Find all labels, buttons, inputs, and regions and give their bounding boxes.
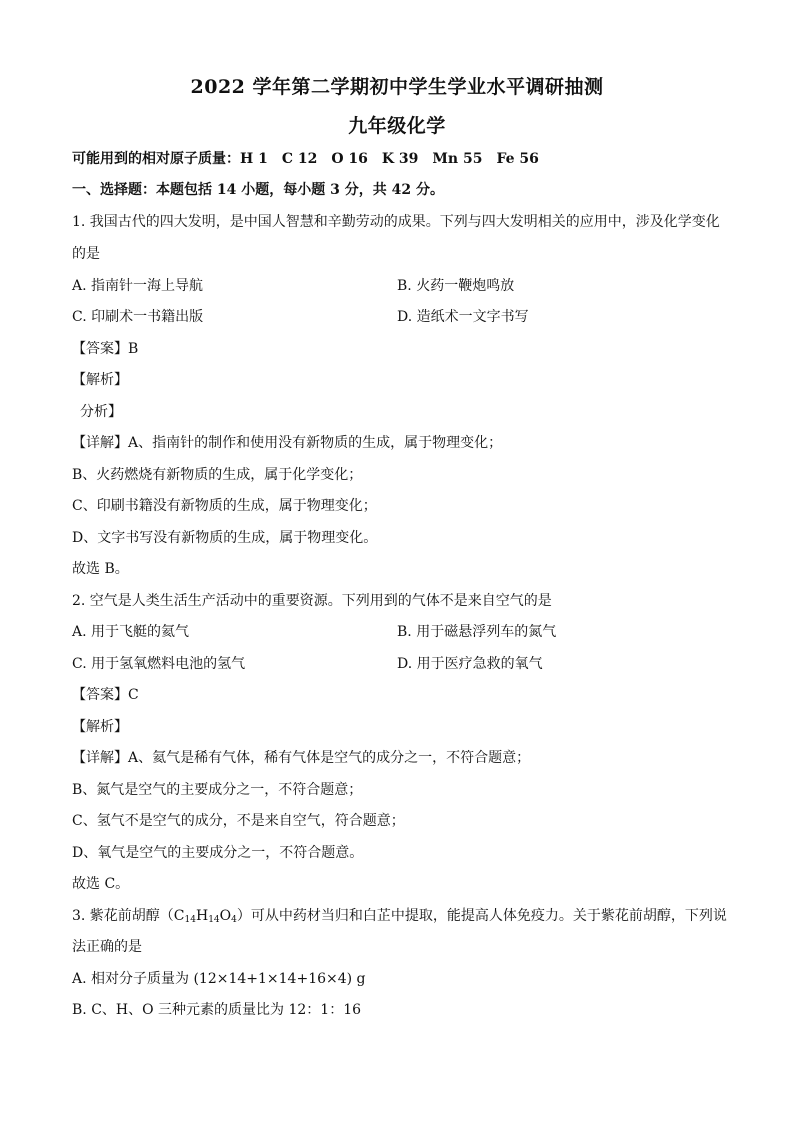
q2-option-d: D. 用于医疗急救的氧气: [397, 656, 543, 672]
q2-detail-b: B、氮气是空气的主要成分之一，不符合题意；: [72, 782, 363, 798]
q1-analysis-label: 【解析】: [72, 372, 128, 388]
q1-detail-b: B、火药燃烧有新物质的生成，属于化学变化；: [72, 467, 363, 483]
q2-option-a: A. 用于飞艇的氦气: [72, 624, 190, 640]
q2-analysis-label: 【解析】: [72, 719, 128, 735]
q1-option-c: C. 印刷术一书籍出版: [72, 309, 204, 325]
q1-conclusion: 故选 B。: [72, 561, 129, 577]
q1-stem-line2: 的是: [72, 246, 100, 262]
q1-detail-d: D、文字书写没有新物质的生成，属于物理变化。: [72, 530, 378, 546]
q3-formula-o: O: [219, 908, 232, 924]
q2-detail-d: D、氧气是空气的主要成分之一，不符合题意。: [72, 845, 364, 861]
q1-stem-line1: 1. 我国古代的四大发明，是中国人智慧和辛勤劳动的成果。下列与四大发明相关的应用中，涉及化学变化: [72, 214, 720, 230]
atomic-masses: 可能用到的相对原子质量：H 1 C 12 O 16 K 39 Mn 55 Fe 56: [72, 151, 539, 167]
q1-answer: 【答案】B: [72, 341, 139, 357]
q1-option-b: B. 火药一鞭炮鸣放: [397, 278, 515, 294]
q3-formula-h: H: [195, 908, 209, 924]
section-heading: 一、选择题：本题包括 14 小题，每小题 3 分，共 42 分。: [72, 182, 444, 198]
q3-option-a: A. 相对分子质量为 (12×14+1×14+16×4) g: [72, 971, 366, 987]
q2-stem: 2. 空气是人类生活生产活动中的重要资源。下列用到的气体不是来自空气的是: [72, 593, 552, 609]
q2-option-b: B. 用于磁悬浮列车的氮气: [397, 624, 557, 640]
q2-detail-a: 【详解】A、氦气是稀有气体，稀有气体是空气的成分之一，不符合题意；: [72, 750, 531, 766]
q1-fenxi-label: 分析】: [80, 404, 122, 420]
q3-stem-pre: 3. 紫花前胡醇（C: [72, 908, 185, 924]
q1-option-d: D. 造纸术一文字书写: [397, 309, 529, 325]
exam-title: 2022 学年第二学期初中学生学业水平调研抽测: [190, 76, 604, 98]
q2-conclusion: 故选 C。: [72, 876, 130, 892]
q2-answer: 【答案】C: [72, 687, 139, 703]
q3-formula-h-subscript: 14: [208, 915, 220, 925]
q1-option-a: A. 指南针一海上导航: [72, 278, 204, 294]
q3-formula-o-subscript: 4: [231, 915, 237, 925]
q1-detail-a: 【详解】A、指南针的制作和使用没有新物质的生成，属于物理变化；: [72, 435, 503, 451]
q3-stem-line2: 法正确的是: [72, 939, 142, 955]
q3-stem-line1: [72, 907, 727, 925]
q3-stem-post: ）可从中药材当归和白芷中提取，能提高人体免疫力。关于紫花前胡醇，下列说: [236, 908, 727, 924]
exam-subtitle: 九年级化学: [348, 115, 446, 137]
q2-detail-c: C、氢气不是空气的成分，不是来自空气，符合题意；: [72, 813, 405, 829]
q3-option-b: B. C、H、O 三种元素的质量比为 12：1：16: [72, 1002, 362, 1018]
q3-formula-c-subscript: 14: [184, 915, 196, 925]
q2-option-c: C. 用于氢氧燃料电池的氢气: [72, 656, 246, 672]
q1-detail-c: C、印刷书籍没有新物质的生成，属于物理变化；: [72, 498, 377, 514]
